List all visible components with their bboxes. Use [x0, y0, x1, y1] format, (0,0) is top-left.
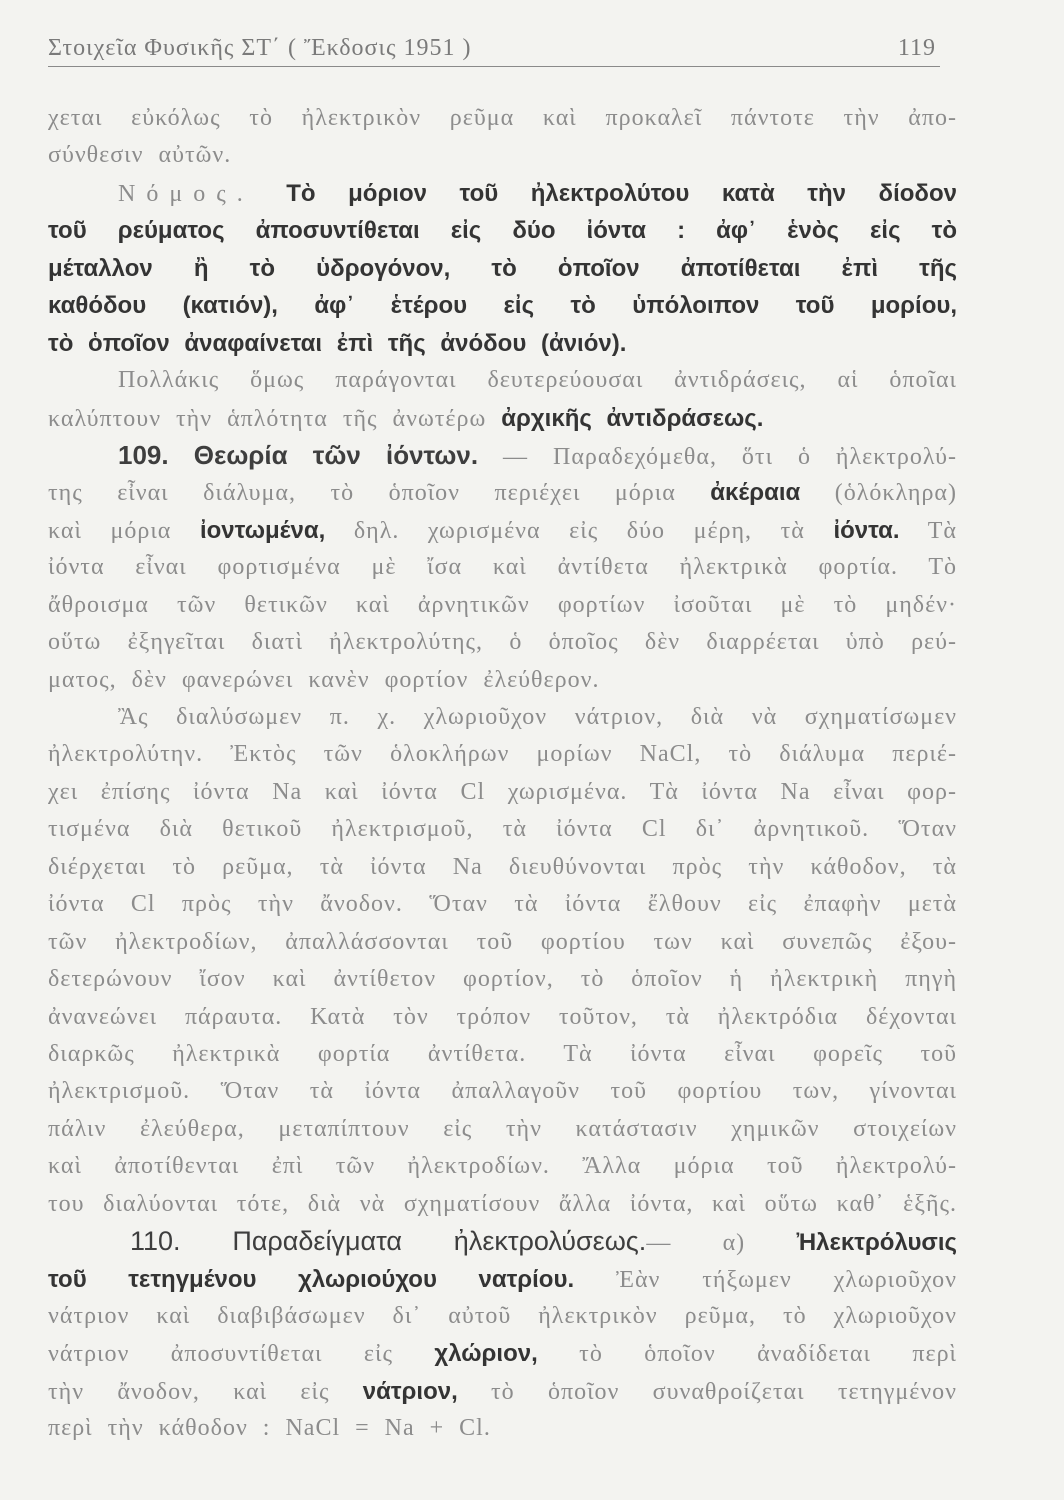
- text-line: [48, 1073, 957, 1110]
- text-run: ματος, δὲν φανερώνει κανὲν φορτίον ἐλεύθερον.: [48, 666, 600, 693]
- text-run: (ὁλόκληρα): [800, 480, 957, 507]
- text-line: [48, 1223, 957, 1260]
- text-run: νάτριον ἀποσυντίθεται εἰς: [48, 1341, 435, 1368]
- text-run: — Παραδεχόμεθα, ὅτι ὁ ἠλεκτρολύ-: [478, 443, 957, 470]
- text-line: [48, 474, 957, 511]
- text-run: του διαλύονται τότε, διὰ νὰ σχηματίσουν ἄλλα ἰόντα, καὶ οὕτω καθ᾽ ἑξῆς.: [48, 1190, 957, 1217]
- text-line: [48, 1298, 957, 1335]
- text-run: τισμένα διὰ θετικοῦ ἠλεκτρισμοῦ, τὰ ἰόντα Cl δι᾽ ἀρνητικοῦ. Ὅταν: [48, 816, 957, 843]
- text-run: ἠλεκτρισμοῦ. Ὅταν τὰ ἰόντα ἀπαλλαγοῦν τοῦ φορτίου των, γίνονται: [48, 1078, 957, 1105]
- text-line: [48, 287, 957, 324]
- text-run: Πολλάκις ὅμως παράγονται δευτερεύουσαι ἀντιδράσεις, αἱ ὁποῖαι: [118, 367, 957, 394]
- text-line: [48, 400, 957, 437]
- text-line: [48, 175, 957, 212]
- bold-term: ἰόντα.: [833, 516, 900, 544]
- text-run: Ἂς διαλύσωμεν π. χ. χλωριοῦχον νάτριον, διὰ νὰ σχηματίσωμεν: [118, 704, 957, 730]
- text-line: [48, 437, 957, 474]
- text-line: [48, 1261, 957, 1298]
- text-line: [48, 924, 957, 961]
- header-rule: [48, 66, 940, 67]
- subsection-title: τοῦ τετηγμένου χλωριούχου νατρίου.: [48, 1265, 575, 1293]
- text-run: τὸ ὁποῖον συναθροίζεται τετηγμένον: [457, 1378, 957, 1405]
- text-run: τὴν ἄνοδον, καὶ εἰς: [48, 1378, 363, 1405]
- text-run: ἀνανεώνει πάραυτα. Κατὰ τὸν τρόπον τοῦτον, τὰ ἠλεκτρόδια δέχονται: [48, 1003, 957, 1030]
- text-run: καὶ μόρια: [48, 517, 200, 544]
- running-title: Στοιχεῖα Φυσικῆς ΣΤ΄ ( Ἔκδοσις 1951 ): [48, 35, 472, 61]
- text-line: [48, 774, 957, 811]
- text-line: [48, 137, 957, 174]
- text-run: σύνθεσιν αὐτῶν.: [48, 142, 232, 169]
- text-line: [48, 1186, 957, 1223]
- text-run: της εἶναι διάλυμα, τὸ ὁποῖον περιέχει μόρια: [48, 480, 711, 507]
- text-line: [48, 886, 957, 923]
- page-number: 119: [897, 35, 936, 61]
- section-heading: 109. Θεωρία τῶν ἰόντων.: [118, 439, 479, 470]
- text-run: ἠλεκτρολύτην. Ἐκτὸς τῶν ὁλοκλήρων μορίων NaCl, τὸ διάλυμα περιέ-: [48, 741, 957, 768]
- text-line: [48, 325, 957, 362]
- text-line: [48, 662, 957, 699]
- text-line: [48, 1111, 957, 1148]
- running-header: [48, 32, 940, 64]
- text-line: [48, 512, 957, 549]
- section-heading: 110. Παραδείγματα ἠλεκτρολύσεως.: [130, 1226, 647, 1257]
- law-statement: τὸ ὁποῖον ἀναφαίνεται ἐπὶ τῆς ἀνόδου (ἀνιόν).: [48, 329, 627, 357]
- text-line: [48, 587, 957, 624]
- bold-term: ἰοντωμένα,: [199, 516, 326, 544]
- text-run: διέρχεται τὸ ρεῦμα, τὰ ἰόντα Na διευθύνονται πρὸς τὴν κάθοδον, τὰ: [48, 853, 957, 880]
- text-run: δηλ. χωρισμένα εἰς δύο μέρη, τὰ: [325, 517, 834, 544]
- text-run: διαρκῶς ἠλεκτρικὰ φορτία ἀντίθετα. Τὰ ἰόντα εἶναι φορεῖς τοῦ: [48, 1040, 957, 1067]
- text-line: [48, 736, 957, 773]
- text-line: [48, 699, 957, 736]
- text-run: ἰόντα Cl πρὸς τὴν ἄνοδον. Ὅταν τὰ ἰόντα ἔλθουν εἰς ἐπαφὴν μετὰ: [48, 891, 957, 918]
- text-run: νάτριον καὶ διαβιβάσωμεν δι᾽ αὐτοῦ ἠλεκτρικὸν ρεῦμα, τὸ χλωριοῦχον: [48, 1303, 957, 1329]
- text-line: [48, 849, 957, 886]
- text-line: [48, 212, 957, 249]
- law-label: Νόμος.: [118, 180, 254, 207]
- text-line: [48, 549, 957, 586]
- text-line: [48, 100, 957, 137]
- law-statement: μέταλλον ἢ τὸ ὑδρογόνον, τὸ ὁποῖον ἀποτίθεται ἐπὶ τῆς: [48, 254, 957, 282]
- text-run: καλύπτουν τὴν ἁπλότητα τῆς ἀνωτέρω: [48, 405, 502, 432]
- text-run: χει ἐπίσης ἰόντα Na καὶ ἰόντα Cl χωρισμένα. Τὰ ἰόντα Na εἶναι φορ-: [48, 778, 957, 805]
- law-statement: τοῦ ρεύματος ἀποσυντίθεται εἰς δύο ἰόντα : ἀφ᾽ ἑνὸς εἰς τὸ: [48, 217, 957, 245]
- text-line: [48, 961, 957, 998]
- text-line: [48, 999, 957, 1036]
- text-run: ἄθροισμα τῶν θετικῶν καὶ ἀρνητικῶν φορτίων ἰσοῦται μὲ τὸ μηδέν·: [48, 591, 957, 618]
- text-run: περὶ τὴν κάθοδον : NaCl = Na + Cl.: [48, 1415, 491, 1442]
- subsection-title: Ἠλεκτρόλυσις: [796, 1229, 957, 1257]
- text-run: πάλιν ἐλεύθερα, μεταπίπτουν εἰς τὴν κατάστασιν χημικῶν στοιχείων: [48, 1115, 957, 1142]
- text-run: τῶν ἠλεκτροδίων, ἀπαλλάσσονται τοῦ φορτίου των καὶ συνεπῶς ἐξου-: [48, 928, 957, 955]
- text-run: τὸ ὁποῖον ἀναδίδεται περὶ: [537, 1341, 958, 1368]
- text-run: Τὰ: [899, 517, 957, 544]
- bold-term: ἀρχικῆς ἀντιδράσεως.: [501, 404, 764, 432]
- bold-term: χλώριον,: [434, 1340, 538, 1368]
- text-run: χεται εὐκόλως τὸ ἠλεκτρικὸν ρεῦμα καὶ προκαλεῖ πάντοτε τὴν ἀπο-: [48, 105, 957, 131]
- text-run: ἰόντα εἶναι φορτισμένα μὲ ἴσα καὶ ἀντίθετα ἠλεκτρικὰ φορτία. Τὸ: [48, 554, 957, 581]
- text-line: [48, 250, 957, 287]
- text-line: [48, 362, 957, 399]
- text-line: [48, 1410, 957, 1447]
- page-body: [48, 100, 957, 1448]
- text-run: οὕτω ἐξηγεῖται διατὶ ἠλεκτρολύτης, ὁ ὁποῖος δὲν διαρρέεται ὑπὸ ρεύ-: [48, 629, 957, 656]
- bold-term: νάτριον,: [362, 1377, 458, 1405]
- text-run: — α): [646, 1230, 797, 1257]
- law-statement: Τὸ μόριον τοῦ ἠλεκτρολύτου κατὰ τὴν δίοδον: [253, 179, 957, 207]
- text-line: [48, 1148, 957, 1185]
- text-line: [48, 811, 957, 848]
- text-line: [48, 1036, 957, 1073]
- text-line: [48, 624, 957, 661]
- law-statement: καθόδου (κατιόν), ἀφ᾽ ἑτέρου εἰς τὸ ὑπόλοιπον τοῦ μορίου,: [48, 292, 957, 320]
- text-run: Ἐὰν τήξωμεν χλωριοῦχον: [574, 1266, 957, 1293]
- text-run: δετερώνουν ἴσον καὶ ἀντίθετον φορτίον, τὸ ὁποῖον ἡ ἠλεκτρικὴ πηγὴ: [48, 966, 957, 993]
- text-line: [48, 1335, 957, 1372]
- text-line: [48, 1373, 957, 1410]
- text-run: καὶ ἀποτίθενται ἐπὶ τῶν ἠλεκτροδίων. Ἄλλα μόρια τοῦ ἠλεκτρολύ-: [48, 1153, 957, 1180]
- bold-term: ἀκέραια: [710, 479, 801, 507]
